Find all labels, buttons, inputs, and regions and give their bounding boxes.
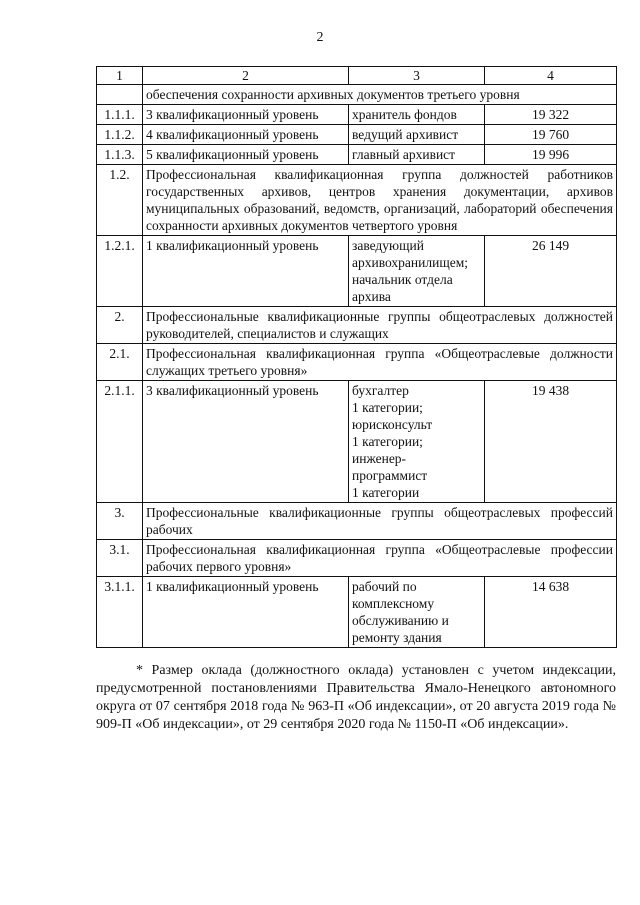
group-title: Профессиональные квалификационные группы общеотраслевых профессий рабочих <box>143 503 617 540</box>
position-cell <box>349 105 485 125</box>
group-row <box>97 165 617 236</box>
position-line: ведущий архивист <box>352 127 459 142</box>
continuation-num-cell <box>97 85 143 105</box>
row-number: 1.2.1. <box>97 236 143 307</box>
continuation-text: обеспечения сохранности архивных документов третьего уровня <box>143 85 617 105</box>
group-title: Профессиональная квалификационная группа должностей работников государственных архивов, центров хранения документации, архивов муниципальных образований, ведомств, организаций, лабораторий обеспечения сохранности архивных документов четвертого уровня <box>143 165 617 236</box>
qualification-level: 1 квалификационный уровень <box>143 236 349 307</box>
row-number: 1.1.2. <box>97 125 143 145</box>
position-line: 1 категории <box>352 485 420 500</box>
salary-table <box>96 66 617 648</box>
position-line: заведующий <box>352 238 424 253</box>
row-number: 1.1.1. <box>97 105 143 125</box>
position-line: архивохранилищем; <box>352 255 468 270</box>
position-line: обслуживанию и <box>352 613 449 628</box>
group-row <box>97 344 617 381</box>
header-row <box>97 67 617 85</box>
level-row <box>97 105 617 125</box>
position-line: 1 категории; <box>352 400 423 415</box>
salary-value: 14 638 <box>485 577 617 648</box>
continuation-row <box>97 85 617 105</box>
qualification-level: 5 квалификационный уровень <box>143 145 349 165</box>
header-cell-1: 1 <box>97 67 143 85</box>
level-row <box>97 125 617 145</box>
level-row <box>97 145 617 165</box>
row-number: 3. <box>97 503 143 540</box>
salary-value: 26 149 <box>485 236 617 307</box>
position-line: главный архивист <box>352 147 456 162</box>
position-line: программист <box>352 468 428 483</box>
position-line: хранитель фондов <box>352 107 457 122</box>
salary-table-body <box>97 67 617 648</box>
position-line: инженер- <box>352 451 407 466</box>
page-number: 2 <box>316 30 324 45</box>
row-number: 1.2. <box>97 165 143 236</box>
row-number: 2. <box>97 307 143 344</box>
group-row <box>97 307 617 344</box>
position-cell <box>349 145 485 165</box>
position-line: ремонту здания <box>352 630 442 645</box>
group-title: Профессиональная квалификационная группа «Общеотраслевые профессии рабочих первого уровня» <box>143 540 617 577</box>
qualification-level: 4 квалификационный уровень <box>143 125 349 145</box>
footnote: * Размер оклада (должностного оклада) установлен с учетом индексации, предусмотренной постановлениями Правительства Ямало-Ненецкого автономного округа от 07 сентября 2018 года № 963-П «Об индексации», от 20 августа 2019 года № 909-П «Об индексации», от 29 сентября 2020 года № 1150-П «Об индексации». <box>96 663 616 732</box>
salary-value: 19 996 <box>485 145 617 165</box>
salary-value: 19 322 <box>485 105 617 125</box>
row-number: 3.1.1. <box>97 577 143 648</box>
row-number: 2.1. <box>97 344 143 381</box>
level-row <box>97 381 617 503</box>
header-cell-3: 3 <box>349 67 485 85</box>
position-line: архива <box>352 289 391 304</box>
position-cell <box>349 381 485 503</box>
position-line: комплексному <box>352 596 435 611</box>
salary-value: 19 438 <box>485 381 617 503</box>
position-line: бухгалтер <box>352 383 409 398</box>
position-line: рабочий по <box>352 579 417 594</box>
qualification-level: 3 квалификационный уровень <box>143 105 349 125</box>
qualification-level: 3 квалификационный уровень <box>143 381 349 503</box>
position-cell <box>349 577 485 648</box>
position-line: начальник отдела <box>352 272 453 287</box>
position-cell <box>349 236 485 307</box>
row-number: 2.1.1. <box>97 381 143 503</box>
group-title: Профессиональные квалификационные группы общеотраслевых должностей руководителей, специалистов и служащих <box>143 307 617 344</box>
row-number: 3.1. <box>97 540 143 577</box>
position-line: 1 категории; <box>352 434 423 449</box>
header-cell-4: 4 <box>485 67 617 85</box>
group-title: Профессиональная квалификационная группа «Общеотраслевые должности служащих третьего уровня» <box>143 344 617 381</box>
position-line: юрисконсульт <box>352 417 433 432</box>
salary-value: 19 760 <box>485 125 617 145</box>
position-cell <box>349 125 485 145</box>
level-row <box>97 236 617 307</box>
row-number: 1.1.3. <box>97 145 143 165</box>
qualification-level: 1 квалификационный уровень <box>143 577 349 648</box>
level-row <box>97 577 617 648</box>
group-row <box>97 540 617 577</box>
header-cell-2: 2 <box>143 67 349 85</box>
group-row <box>97 503 617 540</box>
